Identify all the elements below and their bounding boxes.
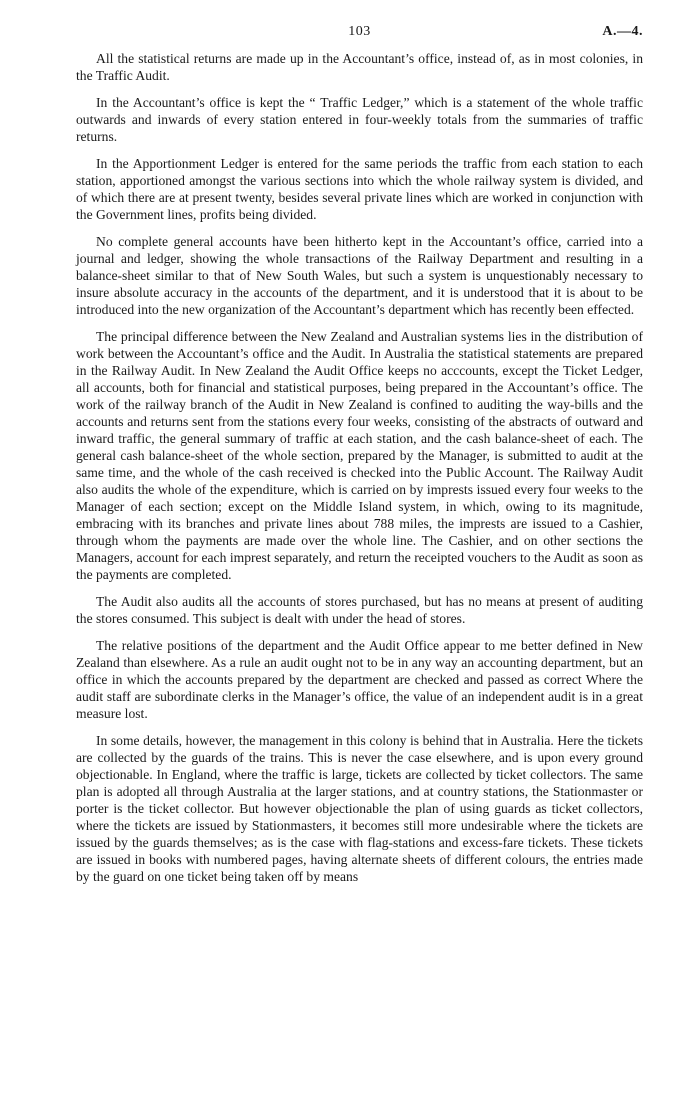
paragraph-stores-audit: The Audit also audits all the accounts of stores purchased, but has no means at present of auditing the stores consumed. This subject is dealt with under the head of stores.	[76, 594, 643, 626]
paragraph-statistical-returns: All the statistical returns are made up in the Accountant’s office, instead of, as in most colonies, in the Traffic Audit.	[76, 51, 643, 83]
body-text	[76, 50, 643, 885]
paragraph-apportionment-ledger: In the Apportionment Ledger is entered for the same periods the traffic from each station to each station, apportioned amongst the various sections into which the whole railway system is divided, and of which there are at present twenty, besides several private lines which are worked in conjunction with the Government lines, profits being divided.	[76, 156, 643, 222]
paragraph-relative-positions: The relative positions of the department and the Audit Office appear to me better defined in New Zealand than elsewhere. As a rule an audit ought not to be in any way an accounting department, but an office in which the accounts prepared by the department are checked and passed as correct Where the audit staff are subordinate clerks in the Manager’s office, the value of an independent audit is in a great measure lost.	[76, 638, 643, 721]
page-header	[76, 24, 643, 50]
paragraph-principal-difference: The principal difference between the New Zealand and Australian systems lies in the distribution of work between the Accountant’s office and the Audit. In Australia the statistical statements are prepared in the Railway Audit. In New Zealand the Audit Office keeps no acccounts, except the Ticket Ledger, all accounts, both for financial and statistical purposes, being prepared in the Accountant’s office. The work of the railway branch of the Audit in New Zealand is confined to auditing the way-bills and the accounts and returns sent from the stations every four weeks, consisting of the abstracts of outward and inward traffic, the general summary of traffic at each station, and the cash balance-sheet of each. The general cash balance-sheet of the whole section, prepared by the Manager, is submitted to audit at the same time, and the whole of the cash received is checked into the Public Account. The Railway Audit also audits the whole of the expenditure, which is carried on by imprests issued every four weeks to the Manager of each section; except on the Middle Island system, in which, owing to its magnitude, embracing with its branches and private lines about 788 miles, the imprests are issued to a Cashier, through whom the payments are made over the whole line. The Cashier, and on other sections the Managers, account for each imprest separately, and return the receipted vouchers to the Audit as soon as the payments are completed.	[76, 329, 643, 582]
paragraph-traffic-ledger: In the Accountant’s office is kept the “ Traffic Ledger,” which is a statement of the whole traffic outwards and inwards of every station entered in four-weekly totals from the summaries of traffic returns.	[76, 95, 643, 144]
paragraph-general-accounts: No complete general accounts have been hitherto kept in the Accountant’s office, carried into a journal and ledger, showing the whole transactions of the Railway Department and resulting in a balance-sheet similar to that of New South Wales, but such a system is unquestionably necessary to insure absolute accuracy in the accounts of the department, and it is understood that it is about to be introduced into the new organization of the Accountant’s department which has recently been effected.	[76, 234, 643, 317]
paragraph-ticket-collection: In some details, however, the management in this colony is behind that in Australia. Here the tickets are collected by the guards of the trains. This is never the case elsewhere, and is upon every ground objectionable. In England, where the traffic is large, tickets are collected by ticket collectors. The same plan is adopted all through Australia at the larger stations, and at country stations, the Stationmaster or porter is the ticket collector. But however objectionable the plan of using guards as ticket collectors, where the tickets are issued by Stationmasters, it becomes still more undesirable where the tickets are issued by the guards themselves; as is the case with flag-stations and excess-fare tickets. These tickets are issued in books with numbered pages, having alternate sheets of different colours, the entries made by the guard on one ticket being taken off by means	[76, 733, 643, 884]
document-page	[76, 24, 643, 895]
page-number: 103	[348, 24, 371, 39]
document-reference: A.—4.	[602, 24, 643, 39]
